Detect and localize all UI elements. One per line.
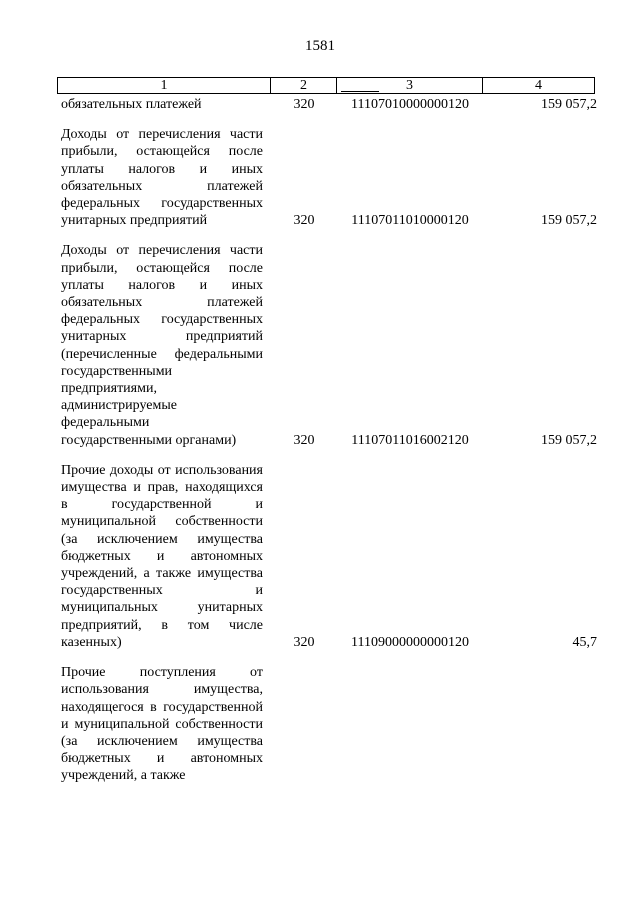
row-amount: 159 057,2 [541, 97, 597, 112]
row-amount: 45,7 [572, 634, 597, 650]
row-kbk: 11107011016002120 [351, 432, 469, 448]
row-name: Прочие поступления от использования имущества, находящегося в государственной и муниципальной собственности (за исключением имущества бюджетных и автономных учреждений, а также [61, 665, 263, 784]
row-kbk: 11109000000000120 [351, 634, 469, 650]
row-kbk: 11107010000000120 [351, 97, 469, 112]
row-admin-code: 320 [293, 634, 315, 650]
table-header [57, 77, 595, 94]
table-row [61, 96, 597, 113]
table-body [61, 96, 597, 785]
row-name: Доходы от перечисления части прибыли, остающейся после уплаты налогов и иных обязательных платежей федеральных государственных унитарных предприятий [61, 127, 263, 229]
column-header-1: 1 [58, 78, 271, 93]
column-header-3: 3 [337, 78, 483, 93]
table-row [61, 664, 597, 784]
row-kbk: 11107011010000120 [351, 213, 469, 229]
row-name: обязательных платежей [61, 97, 202, 112]
row-admin-code: 320 [293, 432, 315, 448]
page-number: 1581 [305, 38, 335, 54]
table-row [61, 242, 597, 448]
table-row [61, 462, 597, 651]
column-header-2: 2 [271, 78, 337, 93]
row-amount: 159 057,2 [541, 432, 597, 448]
table-row [61, 126, 597, 229]
row-admin-code: 320 [293, 97, 315, 112]
row-name: Прочие доходы от использования имущества и прав, находящихся в государственной и муниципальной собственности (за исключением имущества бюджетных и автономных учреждений, а также имущества государственных и муниципальных унитарных предприятий, в том числе казенных) [61, 462, 263, 650]
row-name: Доходы от перечисления части прибыли, остающейся после уплаты налогов и иных обязательных платежей федеральных государственных унитарных предприятий (перечисленные федеральными государственными предприятиями, администрируемые федеральными государственными органами) [61, 243, 263, 448]
column-header-4: 4 [535, 78, 542, 93]
row-admin-code: 320 [293, 213, 315, 229]
row-amount: 159 057,2 [541, 213, 597, 229]
